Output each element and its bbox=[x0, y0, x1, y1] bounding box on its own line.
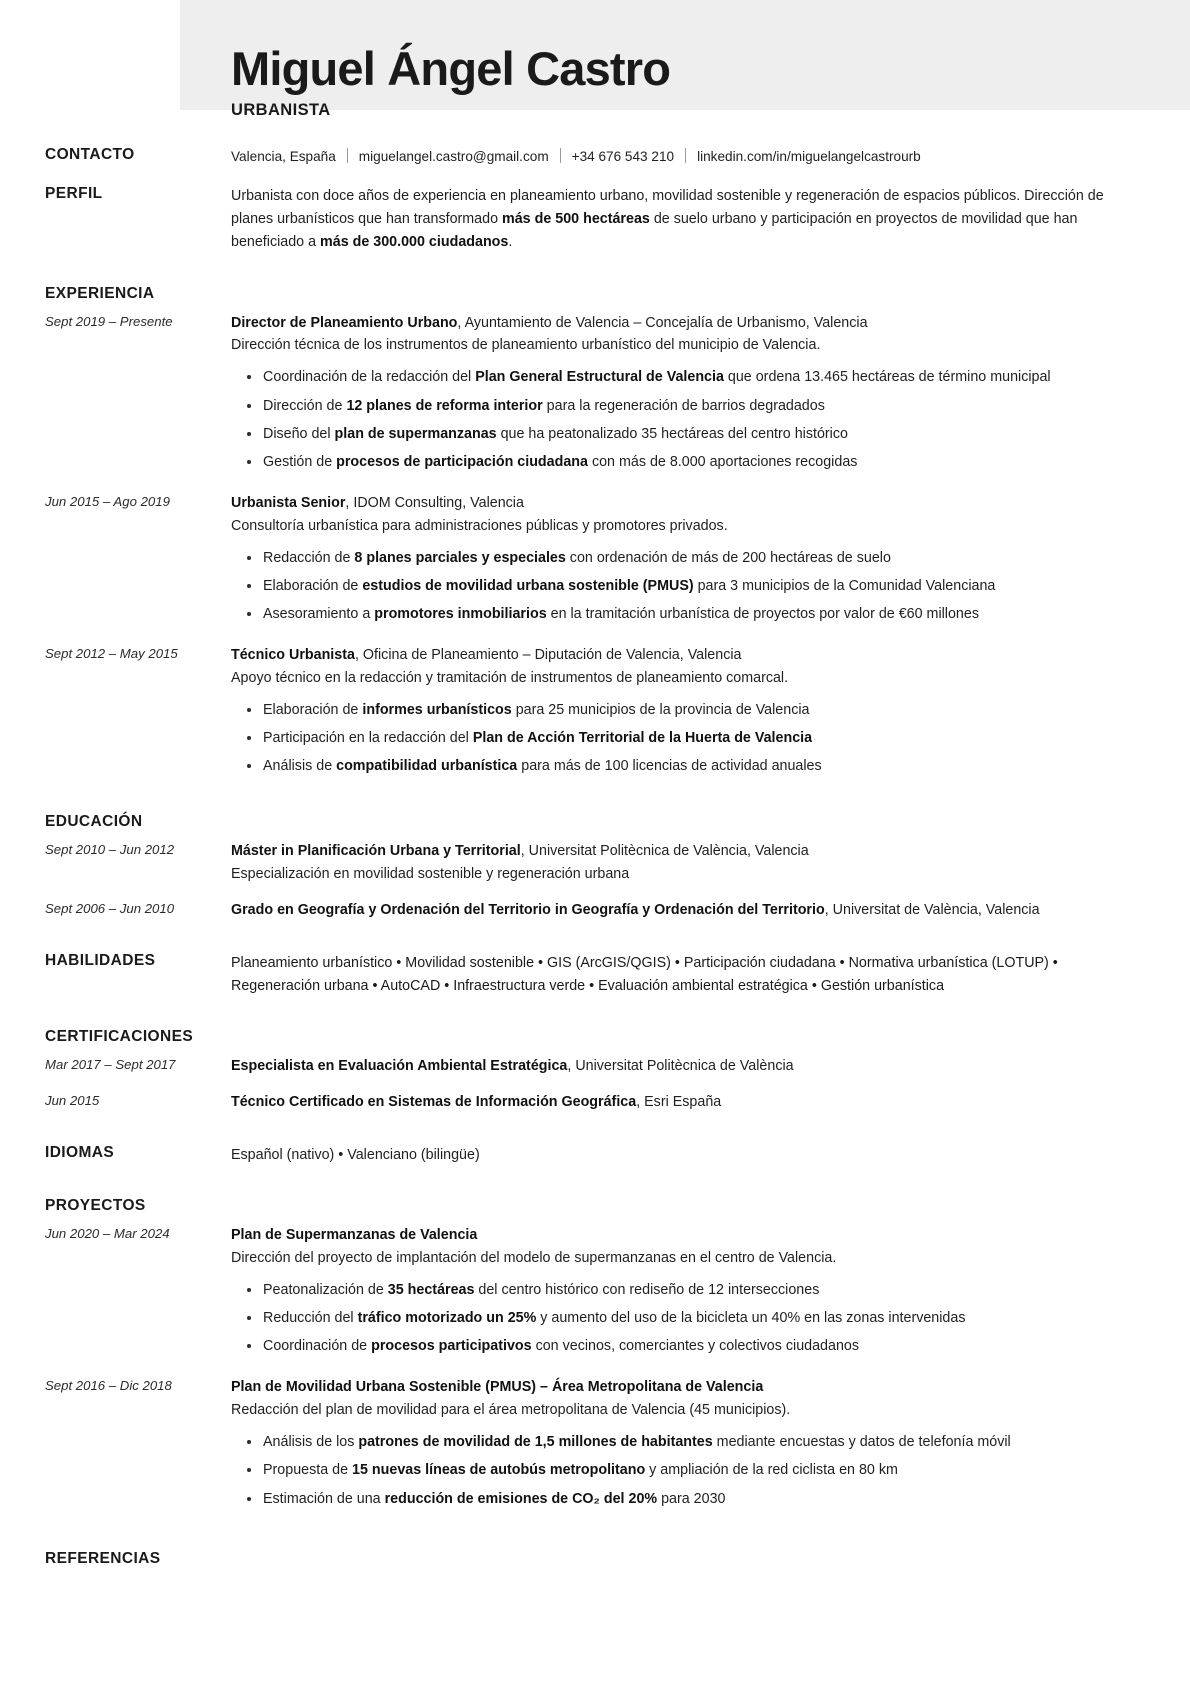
entry-content bbox=[231, 840, 1145, 886]
list-item: Propuesta de 15 nuevas líneas de autobús metropolitano y ampliación de la red ciclista en 80 km bbox=[261, 1459, 1145, 1482]
list-item: Elaboración de informes urbanísticos para 25 municipios de la provincia de Valencia bbox=[261, 699, 1145, 722]
job-title: URBANISTA bbox=[231, 100, 331, 119]
bullet-list bbox=[231, 366, 1145, 474]
certification-entries bbox=[45, 1055, 1145, 1114]
bullet-list bbox=[231, 1279, 1145, 1358]
entry-summary: Dirección técnica de los instrumentos de planeamiento urbanístico del municipio de Valencia. bbox=[231, 337, 821, 354]
entry-date-col bbox=[45, 1376, 231, 1395]
separator-icon bbox=[685, 148, 686, 163]
resume-entry bbox=[45, 1224, 1145, 1363]
profile-label-col bbox=[45, 185, 231, 203]
entry-summary: Redacción del plan de movilidad para el área metropolitana de Valencia (45 municipios). bbox=[231, 1402, 791, 1419]
section-heading-languages: IDIOMAS bbox=[45, 1144, 115, 1162]
resume-entry bbox=[45, 644, 1145, 783]
entry-title: Plan de Supermanzanas de Valencia bbox=[231, 1227, 478, 1244]
entry-content bbox=[231, 1224, 1145, 1363]
section-heading-education: EDUCACIÓN bbox=[45, 813, 143, 831]
page-title: Miguel Ángel Castro bbox=[231, 42, 671, 95]
certifications-label-col bbox=[45, 1028, 231, 1046]
entry-date-col bbox=[45, 312, 231, 331]
education-entries bbox=[45, 840, 1145, 922]
entry-title: Especialista en Evaluación Ambiental Estratégica, Universitat Politècnica de València bbox=[231, 1058, 794, 1075]
section-heading-experience: EXPERIENCIA bbox=[45, 284, 155, 302]
resume-entry bbox=[45, 1055, 1145, 1078]
contact-location: Valencia, España bbox=[231, 148, 336, 164]
resume-entry bbox=[45, 492, 1145, 631]
contact-linkedin[interactable]: linkedin.com/in/miguelangelcastrourb bbox=[697, 148, 921, 164]
entry-summary: Apoyo técnico en la redacción y tramitación de instrumentos de planeamiento comarcal. bbox=[231, 670, 789, 687]
entry-dates: Sept 2006 – Jun 2010 bbox=[45, 901, 175, 917]
entry-title: Técnico Urbanista, Oficina de Planeamiento – Diputación de Valencia, Valencia bbox=[231, 647, 742, 664]
entry-dates: Sept 2016 – Dic 2018 bbox=[45, 1378, 172, 1394]
experience-heading-row bbox=[45, 285, 1145, 303]
contact-content bbox=[231, 146, 1145, 167]
resume-entry bbox=[45, 1376, 1145, 1515]
entry-dates: Jun 2020 – Mar 2024 bbox=[45, 1226, 170, 1242]
profile-section bbox=[45, 185, 1145, 254]
list-item: Análisis de compatibilidad urbanística para más de 100 licencias de actividad anuales bbox=[261, 755, 1145, 778]
entry-title: Director de Planeamiento Urbano, Ayuntamiento de Valencia – Concejalía de Urbanismo, Valencia bbox=[231, 314, 868, 331]
separator-icon bbox=[560, 148, 561, 163]
entry-dates: Jun 2015 bbox=[45, 1093, 100, 1109]
contact-label-col bbox=[45, 146, 231, 164]
resume-header bbox=[45, 0, 1145, 120]
entry-summary: Dirección del proyecto de implantación del modelo de supermanzanas en el centro de Valencia. bbox=[231, 1250, 837, 1267]
section-heading-projects: PROYECTOS bbox=[45, 1197, 146, 1215]
entry-date-col bbox=[45, 492, 231, 511]
separator-icon bbox=[347, 148, 348, 163]
contact-line bbox=[231, 146, 1145, 167]
entry-title: Grado en Geografía y Ordenación del Territorio in Geografía y Ordenación del Territorio, Universitat de València, Valencia bbox=[231, 902, 1040, 919]
experience-entries bbox=[45, 312, 1145, 784]
bullet-list bbox=[231, 699, 1145, 778]
entry-dates: Sept 2012 – May 2015 bbox=[45, 646, 178, 662]
entry-content bbox=[231, 1055, 1145, 1078]
entry-dates: Sept 2010 – Jun 2012 bbox=[45, 842, 175, 858]
projects-heading-row bbox=[45, 1197, 1145, 1215]
contact-email[interactable]: miguelangel.castro@gmail.com bbox=[358, 148, 549, 164]
list-item: Redacción de 8 planes parciales y especiales con ordenación de más de 200 hectáreas de suelo bbox=[261, 547, 1145, 570]
entry-date-col bbox=[45, 1055, 231, 1074]
education-heading-row bbox=[45, 813, 1145, 831]
list-item: Peatonalización de 35 hectáreas del centro histórico con rediseño de 12 intersecciones bbox=[261, 1279, 1145, 1302]
profile-text: Urbanista con doce años de experiencia en planeamiento urbano, movilidad sostenible y regeneración de espacios públicos. Dirección de planes urbanísticos que han transformado más de 500 hectáreas de suelo urbano y participación en proyectos de movilidad que han beneficiado a más de 300.000 ciudadanos. bbox=[231, 188, 1104, 251]
resume-entry bbox=[45, 1091, 1145, 1114]
list-item: Gestión de procesos de participación ciudadana con más de 8.000 aportaciones recogidas bbox=[261, 451, 1145, 474]
entry-content bbox=[231, 312, 1145, 479]
entry-content bbox=[231, 1376, 1145, 1515]
project-entries bbox=[45, 1224, 1145, 1515]
bullet-list bbox=[231, 1431, 1145, 1510]
entry-date-col bbox=[45, 899, 231, 918]
section-heading-profile: PERFIL bbox=[45, 185, 103, 203]
entry-title: Urbanista Senior, IDOM Consulting, Valencia bbox=[231, 494, 524, 511]
list-item: Reducción del tráfico motorizado un 25% y aumento del uso de la bicicleta un 40% en las zonas intervenidas bbox=[261, 1307, 1145, 1330]
entry-date-col bbox=[45, 644, 231, 663]
skills-content bbox=[231, 952, 1145, 998]
references-label-col bbox=[45, 1550, 231, 1568]
certifications-heading-row bbox=[45, 1028, 1145, 1046]
entry-content bbox=[231, 1091, 1145, 1114]
list-item: Participación en la redacción del Plan de Acción Territorial de la Huerta de Valencia bbox=[261, 727, 1145, 750]
entry-title: Plan de Movilidad Urbana Sostenible (PMUS) – Área Metropolitana de Valencia bbox=[231, 1379, 764, 1396]
projects-label-col bbox=[45, 1197, 231, 1215]
entry-date-col bbox=[45, 840, 231, 859]
entry-dates: Sept 2019 – Presente bbox=[45, 313, 173, 329]
resume-entry bbox=[45, 312, 1145, 479]
section-heading-certifications: CERTIFICACIONES bbox=[45, 1028, 194, 1046]
entry-dates: Mar 2017 – Sept 2017 bbox=[45, 1057, 176, 1073]
section-heading-skills: HABILIDADES bbox=[45, 952, 156, 970]
entry-title: Máster in Planificación Urbana y Territorial, Universitat Politècnica de València, Valencia bbox=[231, 843, 809, 860]
experience-label-col bbox=[45, 285, 231, 303]
list-item: Estimación de una reducción de emisiones de CO₂ del 20% para 2030 bbox=[261, 1488, 1145, 1511]
references-section bbox=[45, 1550, 1145, 1568]
entry-content bbox=[231, 492, 1145, 631]
section-heading-contact: CONTACTO bbox=[45, 145, 135, 163]
bullet-list bbox=[231, 547, 1145, 626]
languages-section bbox=[45, 1144, 1145, 1167]
entry-date-col bbox=[45, 1224, 231, 1243]
list-item: Dirección de 12 planes de reforma interior para la regeneración de barrios degradados bbox=[261, 395, 1145, 418]
resume-entry bbox=[45, 899, 1145, 922]
entry-title: Técnico Certificado en Sistemas de Información Geográfica, Esri España bbox=[231, 1094, 722, 1111]
entry-content bbox=[231, 644, 1145, 783]
resume-entry bbox=[45, 840, 1145, 886]
entry-summary: Consultoría urbanística para administraciones públicas y promotores privados. bbox=[231, 517, 728, 534]
list-item: Análisis de los patrones de movilidad de 1,5 millones de habitantes mediante encuestas y datos de telefonía móvil bbox=[261, 1431, 1145, 1454]
list-item: Asesoramiento a promotores inmobiliarios en la tramitación urbanística de proyectos por valor de €60 millones bbox=[261, 603, 1145, 626]
entry-summary: Especialización en movilidad sostenible y regeneración urbana bbox=[231, 866, 630, 883]
skills-label-col bbox=[45, 952, 231, 970]
list-item: Coordinación de la redacción del Plan General Estructural de Valencia que ordena 13.465 hectáreas de término municipal bbox=[261, 366, 1145, 389]
contact-section bbox=[45, 146, 1145, 167]
entry-dates: Jun 2015 – Ago 2019 bbox=[45, 493, 170, 509]
entry-date-col bbox=[45, 1091, 231, 1110]
skills-text: Planeamiento urbanístico • Movilidad sostenible • GIS (ArcGIS/QGIS) • Participación ciudadana • Normativa urbanística (LOTUP) • Regeneración urbana • AutoCAD • Infraestructura verde • Evaluación ambiental estratégica • Gestión urbanística bbox=[231, 955, 1058, 995]
profile-content bbox=[231, 185, 1145, 254]
skills-section bbox=[45, 952, 1145, 998]
list-item: Elaboración de estudios de movilidad urbana sostenible (PMUS) para 3 municipios de la Comunidad Valenciana bbox=[261, 575, 1145, 598]
education-label-col bbox=[45, 813, 231, 831]
section-heading-references: REFERENCIAS bbox=[45, 1549, 161, 1567]
entry-content bbox=[231, 899, 1145, 922]
list-item: Coordinación de procesos participativos con vecinos, comerciantes y colectivos ciudadanos bbox=[261, 1335, 1145, 1358]
list-item: Diseño del plan de supermanzanas que ha peatonalizado 35 hectáreas del centro histórico bbox=[261, 423, 1145, 446]
languages-content bbox=[231, 1144, 1145, 1167]
languages-label-col bbox=[45, 1144, 231, 1162]
languages-text: Español (nativo) • Valenciano (bilingüe) bbox=[231, 1147, 480, 1164]
contact-phone[interactable]: +34 676 543 210 bbox=[571, 148, 675, 164]
